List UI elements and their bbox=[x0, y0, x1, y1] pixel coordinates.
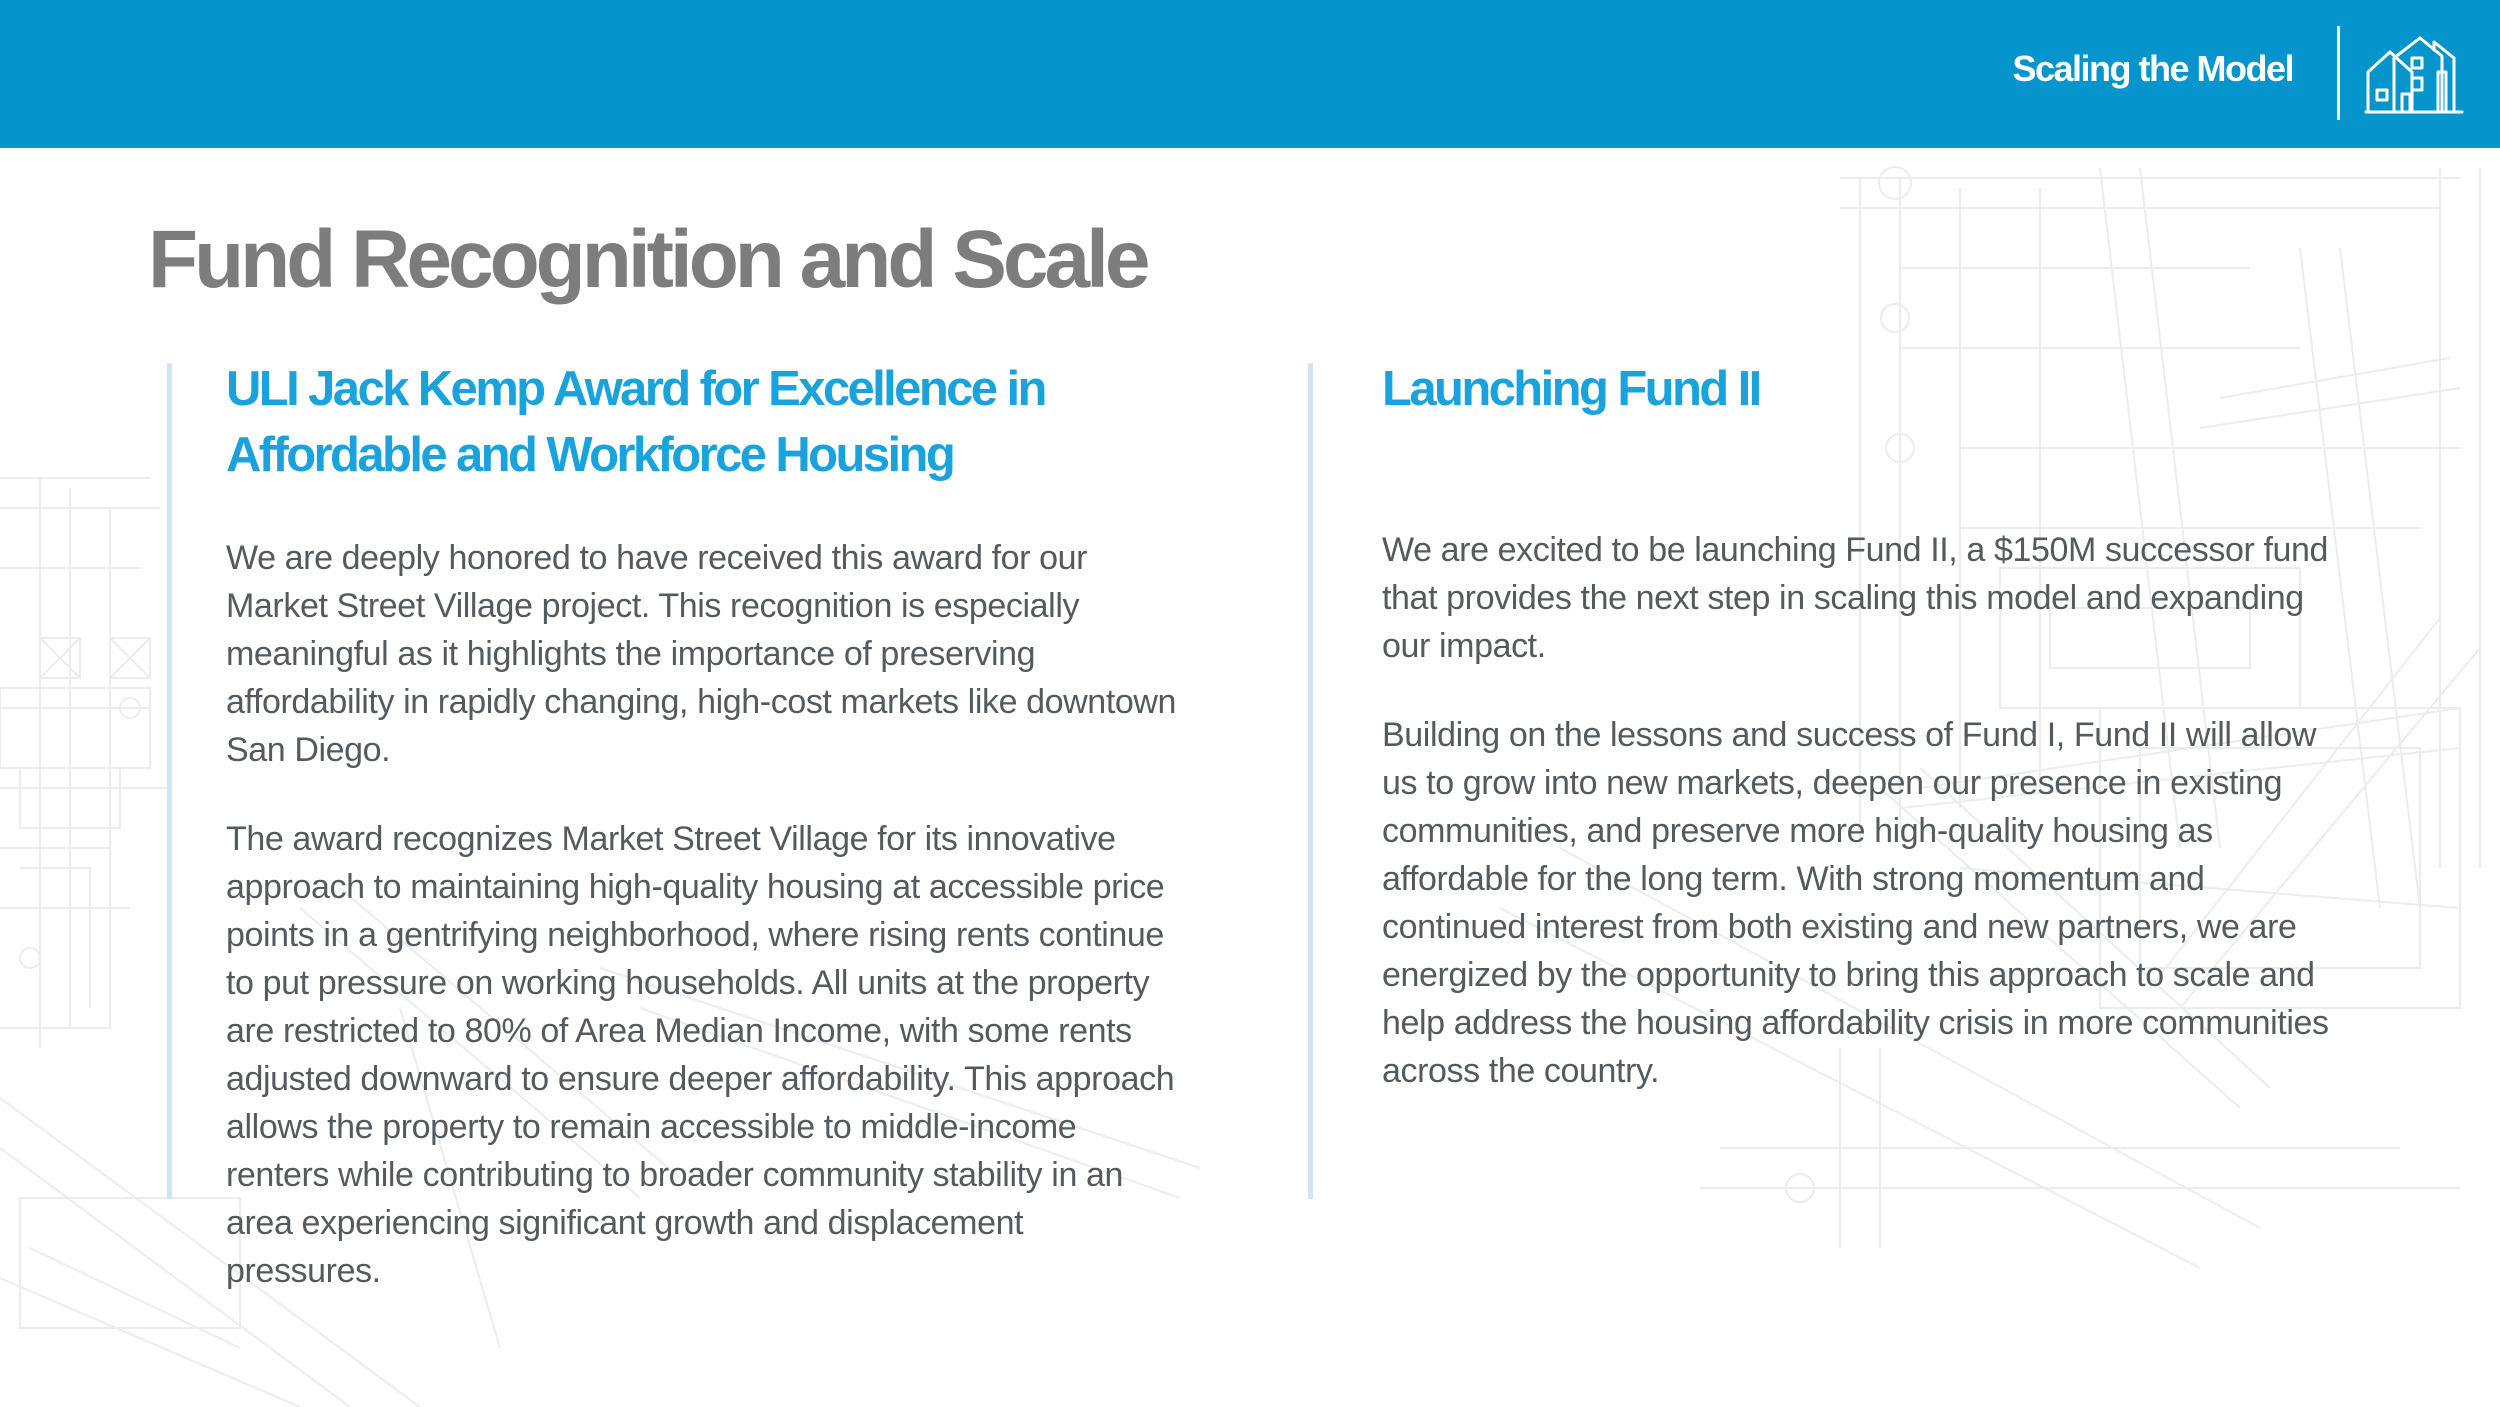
right-column bbox=[1382, 356, 2332, 1095]
right-column-rule bbox=[1308, 363, 1313, 1199]
header-bar bbox=[0, 0, 2500, 148]
award-heading: ULI Jack Kemp Award for Excellence in Affordable and Workforce Housing bbox=[226, 362, 1045, 482]
fund-ii-heading: Launching Fund II bbox=[1382, 362, 1760, 416]
header-divider bbox=[2337, 26, 2340, 120]
page-title: Fund Recognition and Scale bbox=[148, 214, 1147, 305]
left-column-rule bbox=[167, 363, 172, 1199]
award-paragraph-1: We are deeply honored to have received this award for our Market Street Village project. This recognition is especially meaningful as it highlights the importance of preserving affordability in rapidly changing, high-cost markets like downtown San Diego. bbox=[226, 539, 1177, 769]
section-title: Scaling the Model bbox=[2012, 48, 2293, 89]
award-paragraph-2: The award recognizes Market Street Village for its innovative approach to maintaining high-quality housing at accessible price points in a gentrifying neighborhood, where rising rents continue to put pressure on working households. All units at the property are restricted to 80% of Area Median Income, with some rents adjusted downward to ensure deeper affordability. This approach allows the property to remain accessible to middle-income renters while contributing to broader community stability in an area experiencing significant growth and displacement pressures. bbox=[226, 820, 1175, 1290]
fund-ii-paragraph-2: Building on the lessons and success of Fund I, Fund II will allow us to grow into new markets, deepen our presence in existing communities, and preserve more high-quality housing as affordable for the long term. With strong momentum and continued interest from both existing and new partners, we are energized by the opportunity to bring this approach to scale and help address the housing affordability crisis in more communities across the country. bbox=[1382, 716, 2329, 1090]
fund-ii-paragraph-1: We are excited to be launching Fund II, a $150M successor fund that provides the next step in scaling this model and expanding our impact. bbox=[1382, 531, 2329, 665]
buildings-icon bbox=[2364, 32, 2464, 114]
left-column bbox=[226, 356, 1186, 1295]
